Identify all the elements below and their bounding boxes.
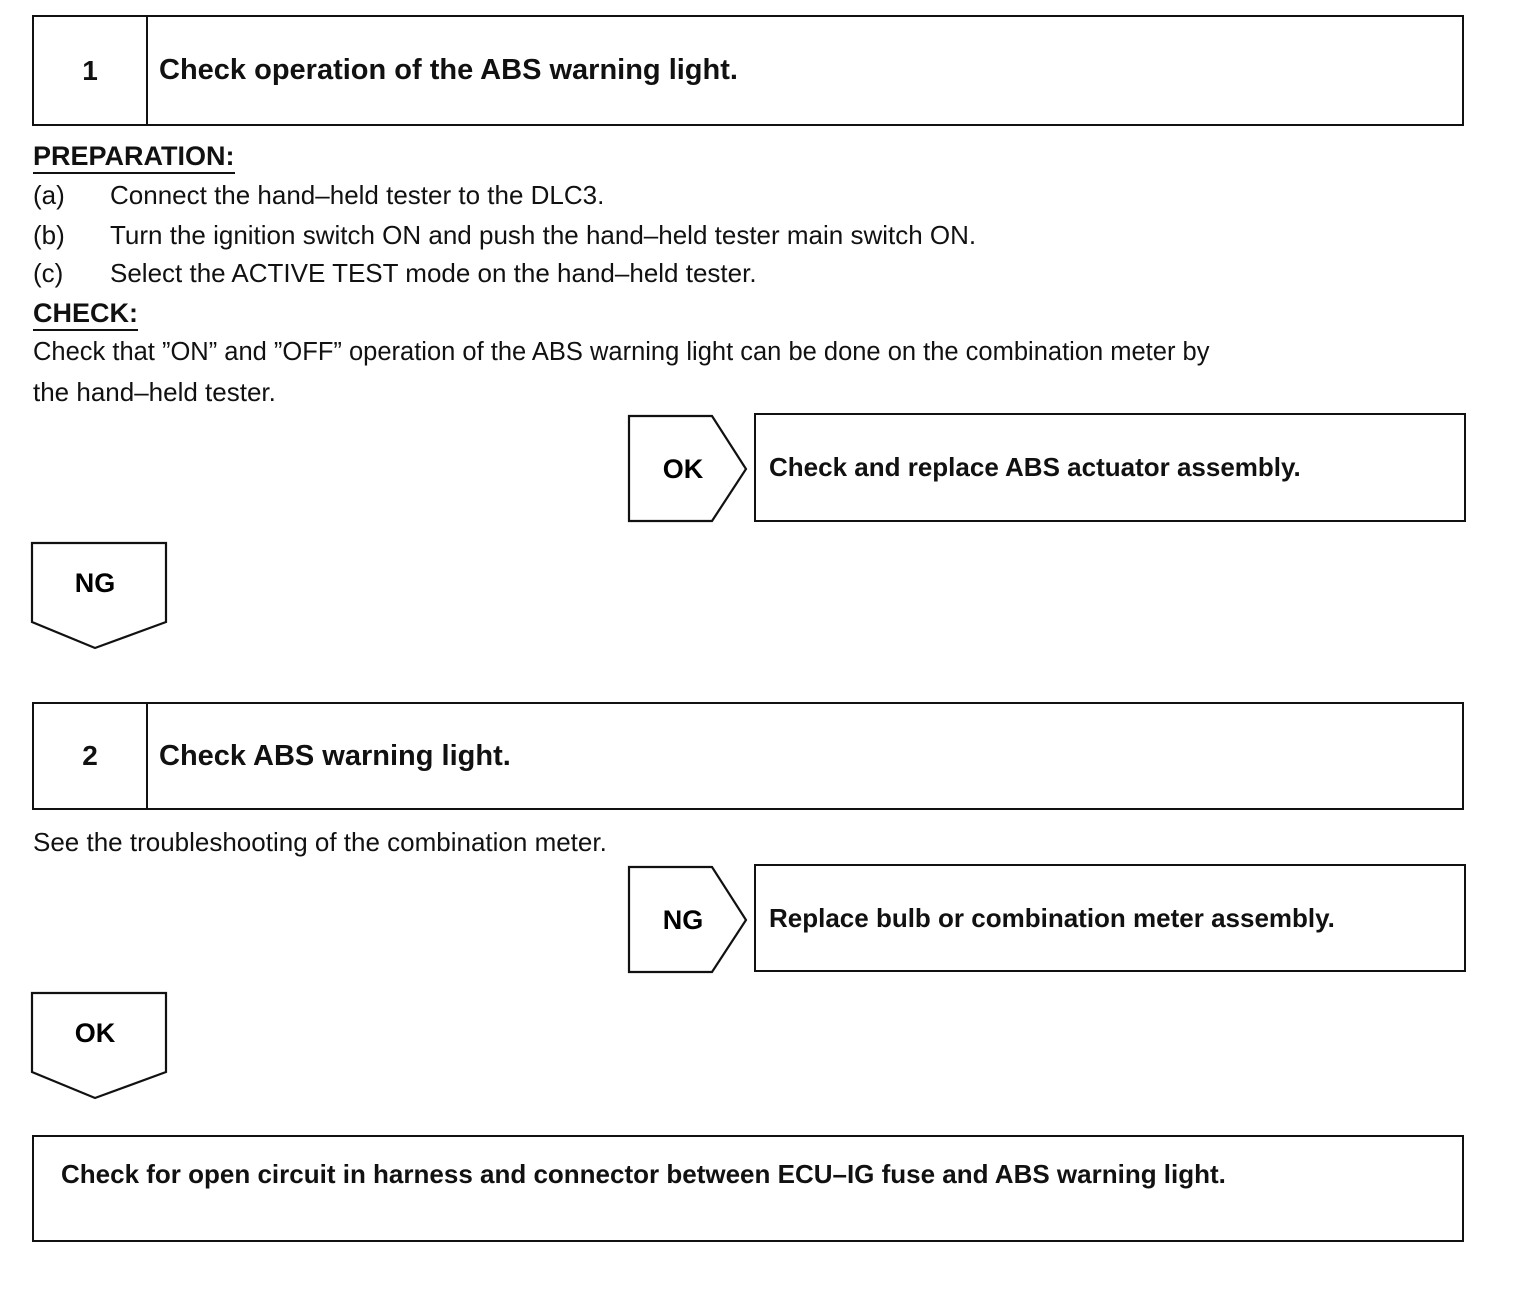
- ok-down-arrow: [29, 990, 169, 1102]
- step-2-note: See the troubleshooting of the combination meter.: [33, 827, 607, 857]
- ok-right-arrow: [626, 413, 750, 525]
- ok-label: OK: [662, 454, 704, 484]
- step-1-number: 1: [34, 17, 148, 124]
- step-2-header: [32, 702, 1464, 810]
- step-1-header: [32, 15, 1464, 126]
- ok-label: OK: [74, 1018, 116, 1048]
- item-text: Select the ACTIVE TEST mode on the hand–held tester.: [110, 258, 757, 288]
- ok-result-box: Check and replace ABS actuator assembly.: [754, 413, 1466, 522]
- item-text: Turn the ignition switch ON and push the hand–held tester main switch ON.: [110, 220, 977, 250]
- item-label: (b): [33, 220, 65, 250]
- step-2-title: Check ABS warning light.: [159, 739, 511, 772]
- ng-result-box: Replace bulb or combination meter assembly.: [754, 864, 1466, 972]
- ng-down-arrow: [29, 540, 169, 652]
- check-text-line-1: Check that ”ON” and ”OFF” operation of the ABS warning light can be done on the combination meter by: [33, 338, 1210, 366]
- item-label: (c): [33, 258, 64, 288]
- step-2-number: 2: [34, 704, 148, 808]
- ng-right-arrow: [626, 864, 750, 976]
- step-1-title: Check operation of the ABS warning light.: [159, 54, 738, 86]
- preparation-heading: PREPARATION:: [33, 141, 235, 174]
- ng-label: NG: [662, 905, 704, 935]
- ng-label: NG: [74, 568, 116, 598]
- item-label: (a): [33, 180, 65, 210]
- check-text-line-2: the hand–held tester.: [33, 377, 276, 407]
- final-action-box: Check for open circuit in harness and connector between ECU–IG fuse and ABS warning light.: [32, 1135, 1464, 1242]
- item-text: Connect the hand–held tester to the DLC3.: [110, 180, 605, 210]
- check-heading: CHECK:: [33, 298, 138, 331]
